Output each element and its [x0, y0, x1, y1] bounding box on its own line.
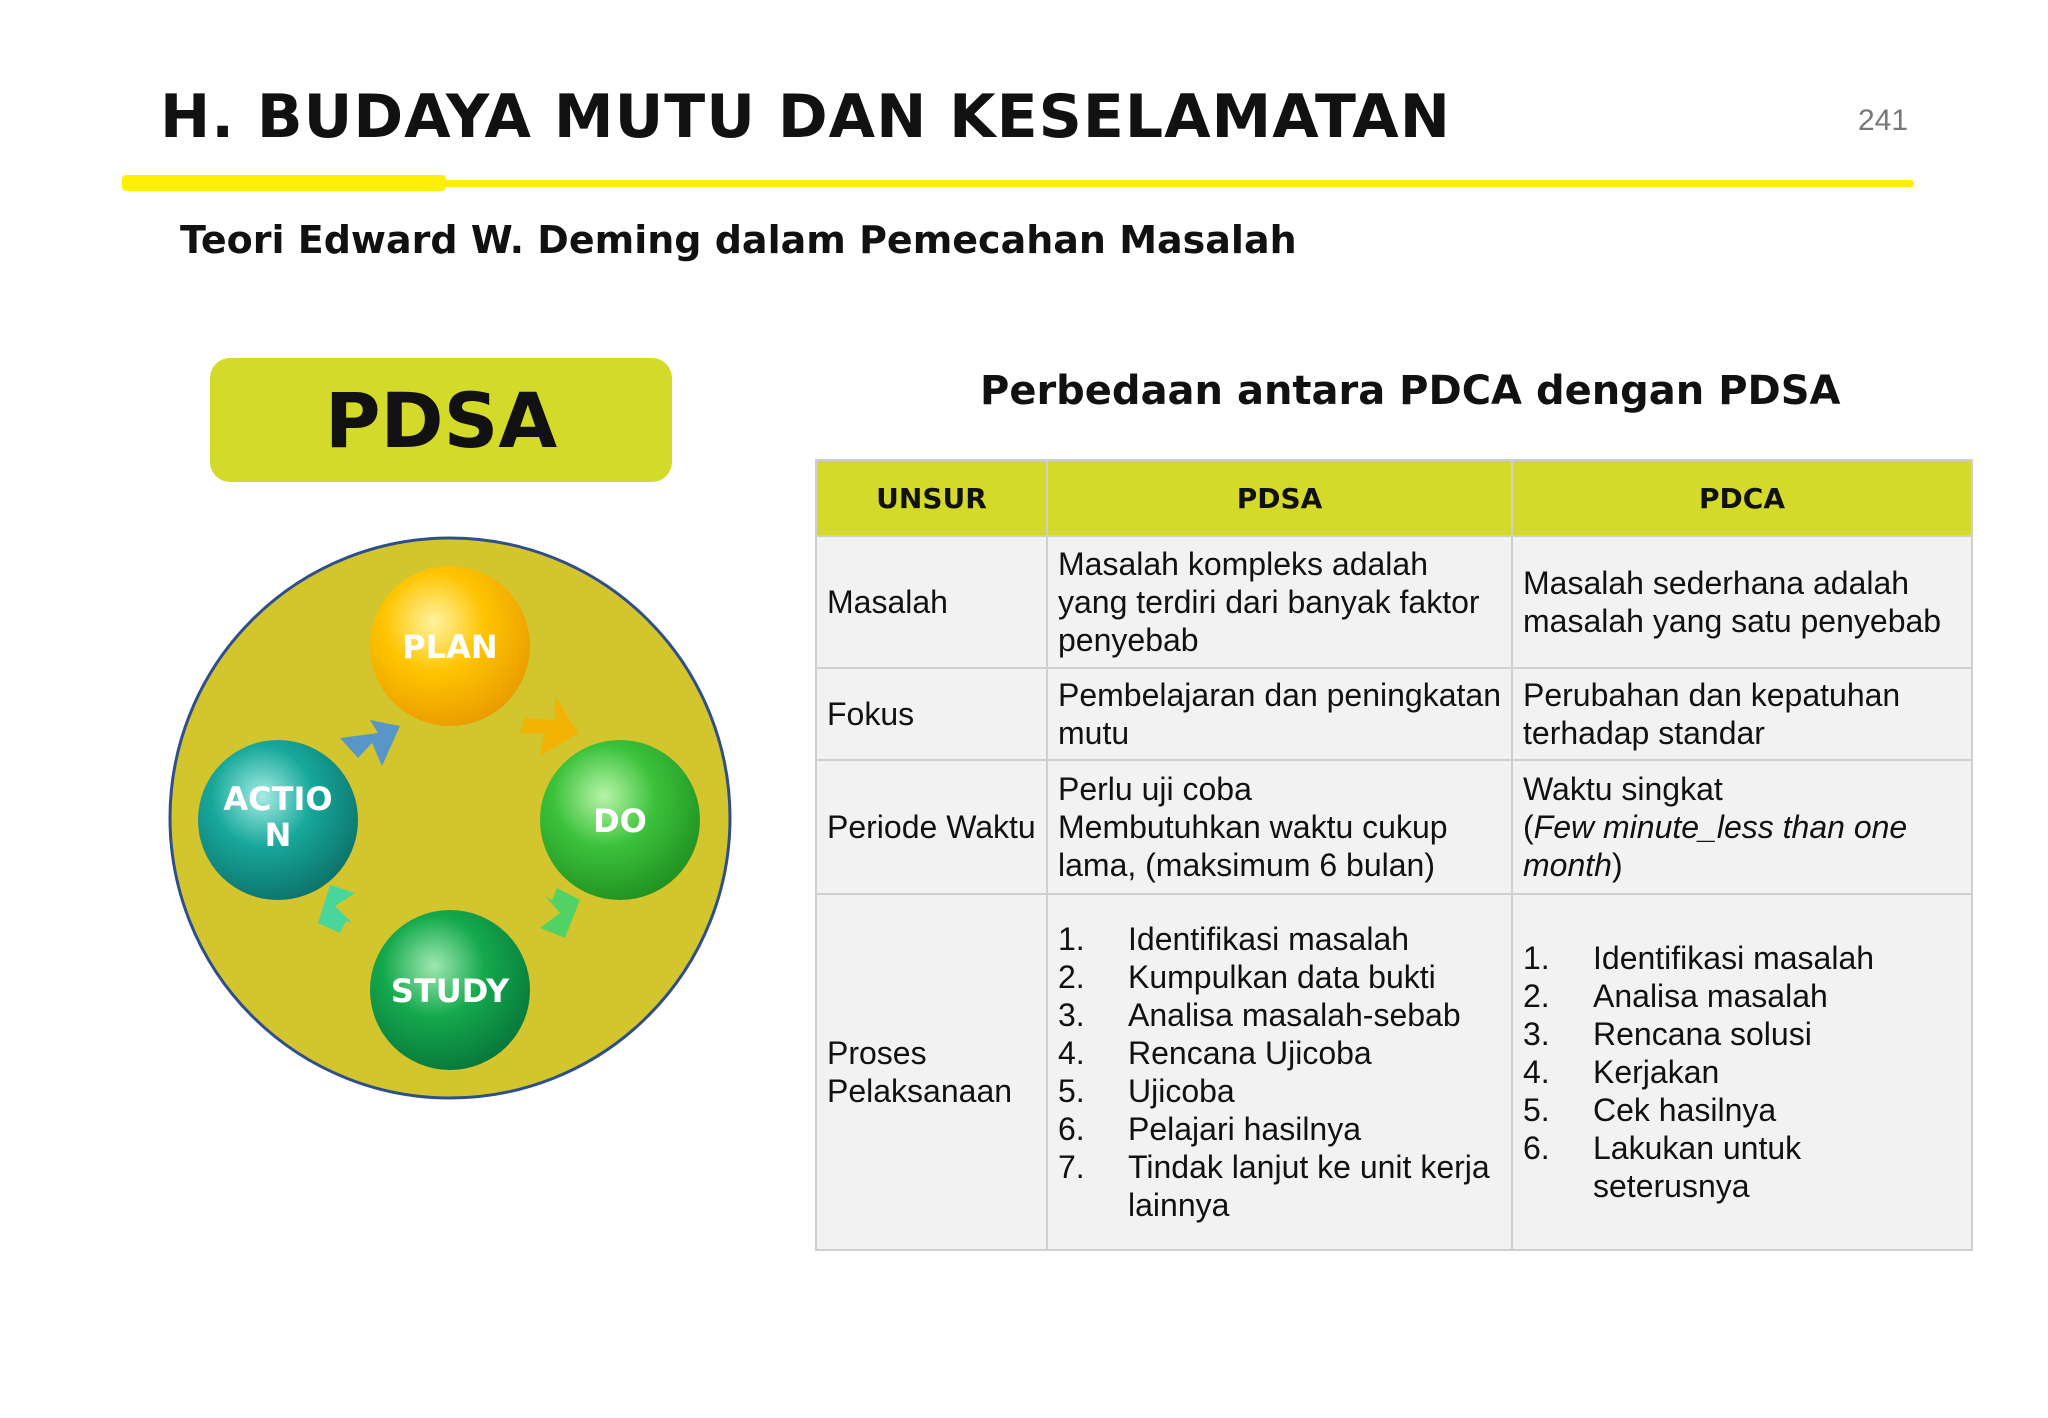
- pdsa-label-box: [210, 358, 672, 482]
- list-item: 5. Cek hasilnya: [1523, 1092, 1777, 1128]
- cell-pdca: Masalah sederhana adalah masalah yang satu penyebab: [1512, 536, 1972, 668]
- list-item: 6. Pelajari hasilnya: [1058, 1111, 1362, 1147]
- table-row: [816, 760, 1972, 894]
- list-item: 7. Tindak lanjut ke unit kerja lainnya: [1058, 1149, 1490, 1223]
- title-underline-accent: [122, 175, 446, 191]
- cycle-step-action-label-line2: N: [264, 816, 292, 854]
- header-pdsa: PDSA: [1047, 460, 1512, 536]
- cell-pdca-italic: Few minute_less than one month: [1523, 809, 1908, 883]
- list-item: 3. Rencana solusi: [1523, 1016, 1812, 1052]
- list-item: 4. Kerjakan: [1523, 1054, 1720, 1090]
- list-item: 3. Analisa masalah-sebab: [1058, 997, 1461, 1033]
- cycle-step-do: [540, 740, 700, 900]
- cell-pdsa: [1047, 894, 1512, 1250]
- comparison-table: [815, 459, 1973, 1251]
- cell-pdsa: [1047, 760, 1512, 894]
- cell-pdsa: Masalah kompleks adalah yang terdiri dari banyak faktor penyebab: [1047, 536, 1512, 668]
- list-item: 4. Rencana Ujicoba: [1058, 1035, 1372, 1071]
- header-pdca: PDCA: [1512, 460, 1972, 536]
- cell-unsur: Periode Waktu: [816, 760, 1047, 894]
- table-heading: Perbedaan antara PDCA dengan PDSA: [980, 368, 1841, 414]
- cell-pdca: [1512, 894, 1972, 1250]
- pdsa-label: PDSA: [324, 375, 558, 465]
- pdsa-cycle-diagram: [160, 528, 740, 1108]
- slide-subtitle: Teori Edward W. Deming dalam Pemecahan Masalah: [180, 218, 1297, 262]
- cycle-step-plan-label: PLAN: [402, 628, 498, 666]
- pdca-steps-list: [1523, 939, 1961, 1205]
- cycle-step-do-label: DO: [593, 802, 647, 840]
- cycle-step-study: [370, 910, 530, 1070]
- cell-pdca-italic-line: (Few minute_less than one month): [1523, 809, 1908, 883]
- list-item: 1. Identifikasi masalah: [1058, 921, 1410, 957]
- list-item: 6. Lakukan untuk seterusnya: [1523, 1130, 1802, 1204]
- cell-unsur: Proses Pelaksanaan: [816, 894, 1047, 1250]
- cycle-step-action: [198, 740, 358, 900]
- list-item: 2. Kumpulkan data bukti: [1058, 959, 1436, 995]
- list-item: 5. Ujicoba: [1058, 1073, 1235, 1109]
- cell-pdca-line: Waktu singkat: [1523, 771, 1723, 807]
- cell-pdsa-line: Membutuhkan waktu cukup lama, (maksimum 6 bulan): [1058, 809, 1448, 883]
- table-row: [816, 668, 1972, 760]
- cell-pdsa-line: Perlu uji coba: [1058, 771, 1252, 807]
- cell-pdsa: Pembelajaran dan peningkatan mutu: [1047, 668, 1512, 760]
- pdsa-steps-list: [1058, 920, 1501, 1224]
- header-unsur: UNSUR: [816, 460, 1047, 536]
- table-row: [816, 894, 1972, 1250]
- cell-unsur: Fokus: [816, 668, 1047, 760]
- list-item: 1. Identifikasi masalah: [1523, 940, 1875, 976]
- cell-pdca: [1512, 760, 1972, 894]
- page-number: 241: [1858, 104, 1909, 137]
- cycle-step-action-label-line1: ACTIO: [223, 780, 333, 818]
- table-header-row: [816, 460, 1972, 536]
- slide-title: H. BUDAYA MUTU DAN KESELAMATAN: [160, 82, 1451, 152]
- table-row: [816, 536, 1972, 668]
- list-item: 2. Analisa masalah: [1523, 978, 1828, 1014]
- cycle-step-study-label: STUDY: [390, 972, 510, 1010]
- cell-pdca: Perubahan dan kepatuhan terhadap standar: [1512, 668, 1972, 760]
- cycle-step-plan: [370, 566, 530, 726]
- cell-unsur: Masalah: [816, 536, 1047, 668]
